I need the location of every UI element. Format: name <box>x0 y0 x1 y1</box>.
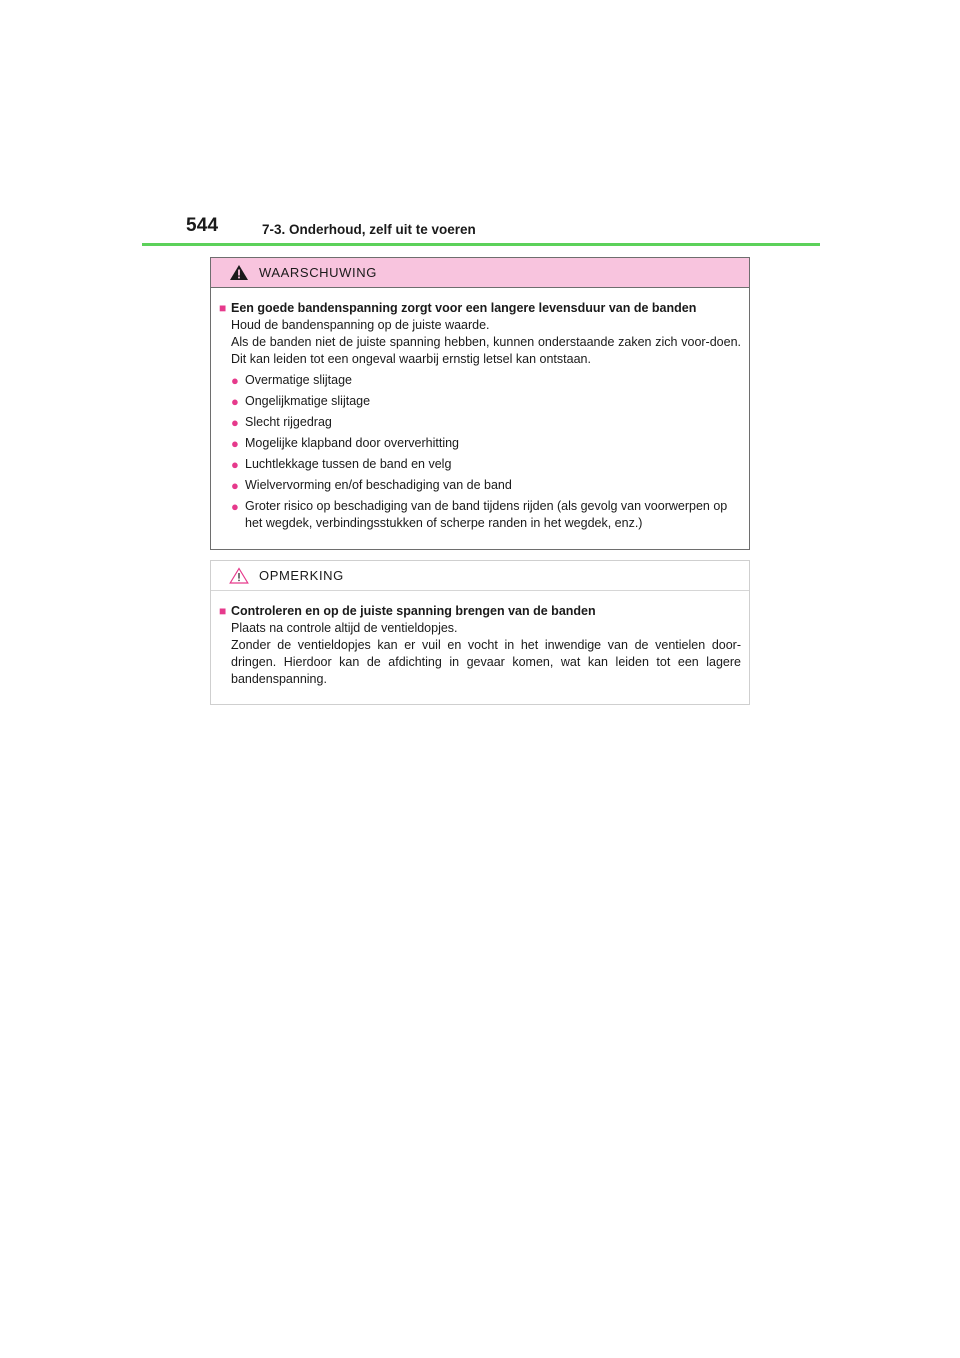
warning-heading: ■ Een goede bandenspanning zorgt voor een langere levensduur van de banden <box>219 301 697 315</box>
warning-box <box>210 257 750 550</box>
list-item: ● Wielvervorming en/of beschadiging van de band <box>231 478 512 493</box>
bullet-dot-icon: ● <box>231 499 239 514</box>
warning-para-1: Houd de bandenspanning op de juiste waarde. <box>231 318 490 332</box>
square-bullet-icon: ■ <box>219 604 227 618</box>
bullet-dot-icon: ● <box>231 394 239 409</box>
bullet-dot-icon: ● <box>231 457 239 472</box>
bullet-dot-icon: ● <box>231 415 239 430</box>
header-rule <box>142 243 820 246</box>
list-item: ● Ongelijkmatige slijtage <box>231 394 371 409</box>
list-item: ● Mogelijke klapband door oververhitting <box>231 436 460 451</box>
bullet-dot-icon: ● <box>231 436 239 451</box>
caution-triangle-outline-icon <box>229 567 249 584</box>
note-heading: ■ Controleren en op de juiste spanning brengen van de banden <box>219 604 596 618</box>
note-para-2: Zonder de ventieldopjes kan er vuil en vocht in het inwendige van de ventielen door-dringen. Hierdoor kan de afdichting in gevaar komen, wat kan leiden tot een lagere bandenspanning. <box>231 638 741 686</box>
list-item: ● Luchtlekkage tussen de band en velg <box>231 457 452 472</box>
section-title: 7-3. Onderhoud, zelf uit te voeren <box>262 222 476 237</box>
warning-bullet-list <box>219 372 741 532</box>
warning-header <box>211 258 749 288</box>
page-number: 544 <box>186 215 219 236</box>
note-body <box>211 591 749 688</box>
bullet-dot-icon: ● <box>231 478 239 493</box>
note-para-1: Plaats na controle altijd de ventieldopjes. <box>231 621 458 635</box>
note-header <box>211 561 749 591</box>
warning-label: WAARSCHUWING <box>259 265 377 280</box>
list-item: ● Overmatige slijtage <box>231 373 352 388</box>
note-label: OPMERKING <box>259 568 344 583</box>
warning-body <box>211 288 749 532</box>
list-item: ● Groter risico op beschadiging van de band tijdens rijden (als gevolg van voorwerpen op het wegdek, verbindingsstukken of scherpe randen in het wegdek, enz.) <box>231 499 728 530</box>
square-bullet-icon: ■ <box>219 301 227 315</box>
warning-para-2: Als de banden niet de juiste spanning hebben, kunnen onderstaande zaken zich voor-doen. Dit kan leiden tot een ongeval waarbij ernstig letsel kan ontstaan. <box>231 335 741 366</box>
note-box <box>210 560 750 705</box>
bullet-dot-icon: ● <box>231 373 239 388</box>
warning-triangle-icon <box>229 264 249 281</box>
list-item: ● Slecht rijgedrag <box>231 415 332 430</box>
